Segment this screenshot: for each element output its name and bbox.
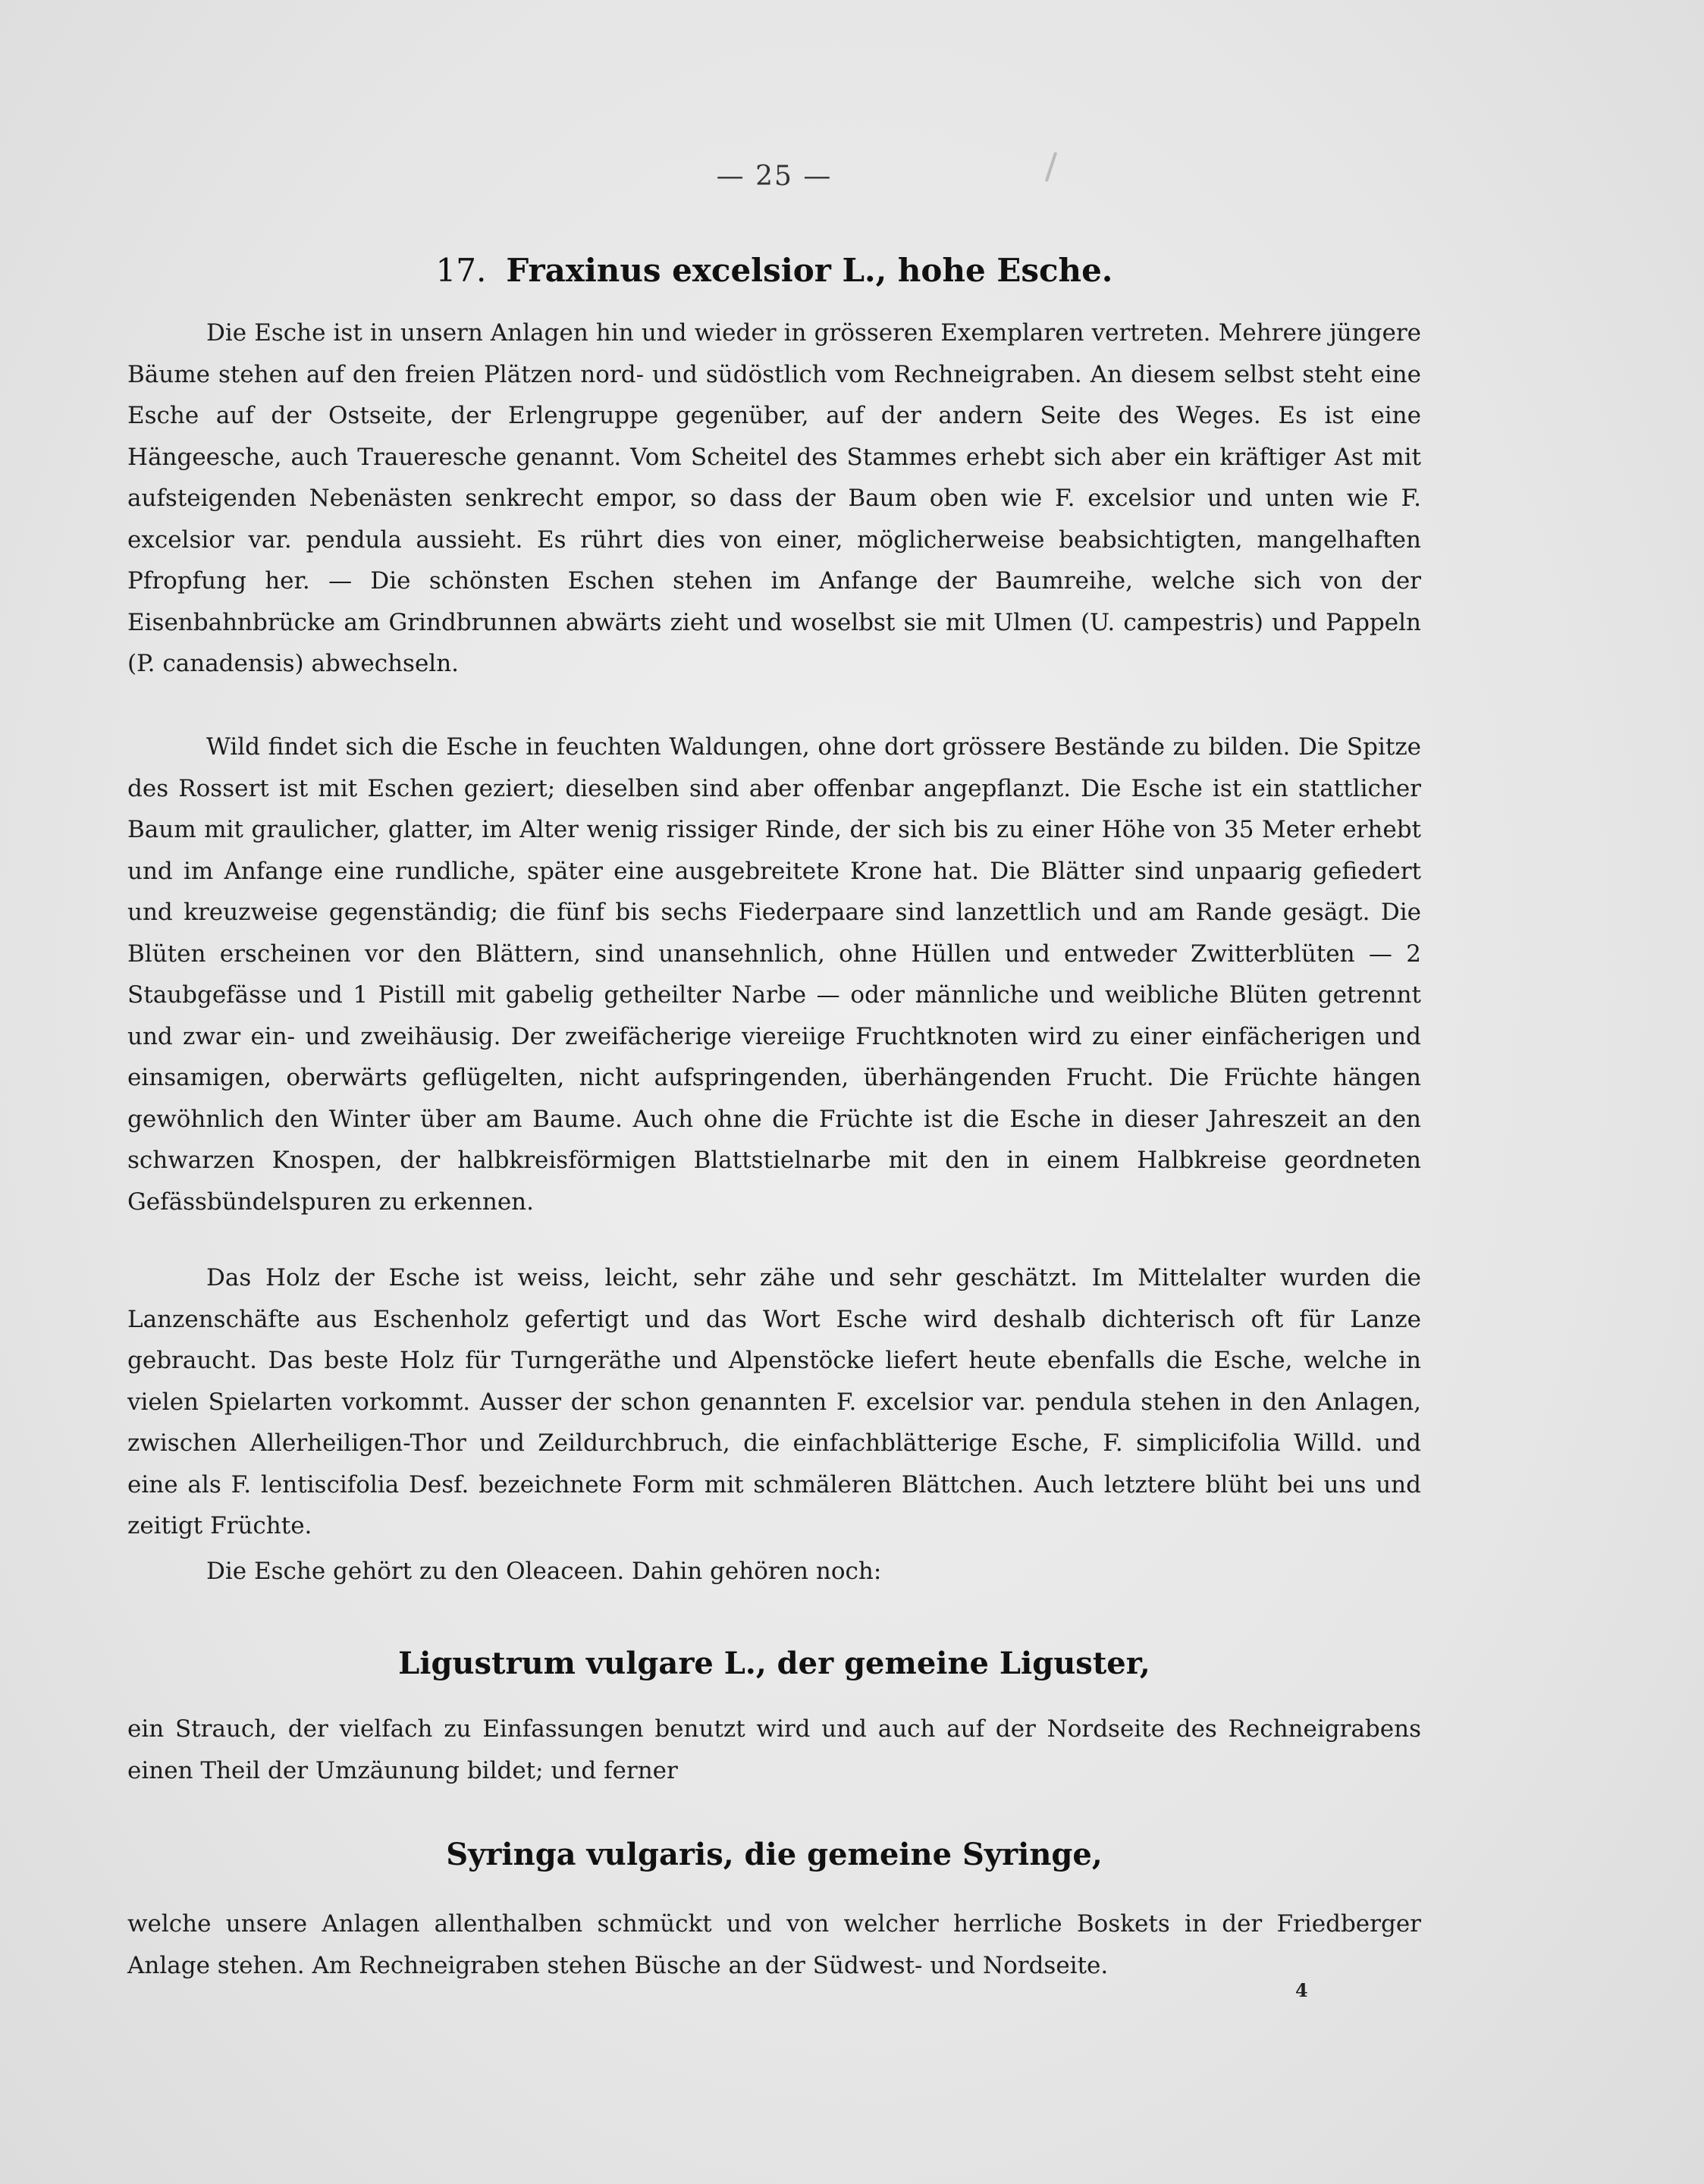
section-title: Fraxinus excelsior L., hohe Esche. xyxy=(506,252,1113,289)
heading-ligustrum: Ligustrum vulgare L., der gemeine Liguster, xyxy=(398,1646,1150,1681)
paragraph-3: Das Holz der Esche ist weiss, leicht, sehr zähe und sehr geschätzt. Im Mittelalter wurden die Lanzenschäfte aus Eschenholz gefertigt und das Wort Esche wird deshalb dichterisch oft für Lanze gebraucht. Das beste Holz für Turngeräthe und Alpenstöcke liefert heute ebenfalls die Esche, welche in vielen Spielarten vorkommt. Ausser der schon genannten F. excelsior var. pendula stehen in den Anlagen, zwischen Allerheiligen-Thor und Zeildurchbruch, die einfachblätterige Esche, F. simplicifolia Willd. und eine als F. lentiscifolia Desf. bezeichnete Form mit schmäleren Blättchen. Auch letztere blüht bei uns und zeitigt Früchte. xyxy=(127,1264,1421,1539)
heading-syringa: Syringa vulgaris, die gemeine Syringe, xyxy=(446,1837,1103,1872)
section-number: 17. xyxy=(435,252,487,289)
section-heading-fraxinus xyxy=(127,252,1421,289)
paragraph-1: Die Esche ist in unsern Anlagen hin und wieder in grösseren Exemplaren vertreten. Mehrere jüngere Bäume stehen auf den freien Plätzen nord- und südöstlich vom Rechneigraben. An diesem selbst steht eine Esche auf der Ostseite, der Erlengruppe gegenüber, auf der andern Seite des Weges. Es ist eine Hängeesche, auch Traueresche genannt. Vom Scheitel des Stammes erhebt sich aber ein kräftiger Ast mit aufsteigenden Nebenästen senkrecht empor, so dass der Baum oben wie F. excelsior und unten wie F. excelsior var. pendula aussieht. Es rührt dies von einer, möglicherweise beabsichtigten, mangelhaften Pfropfung her. — Die schönsten Eschen stehen im Anfange der Baumreihe, welche sich von der Eisenbahnbrücke am Grindbrunnen abwärts zieht und woselbst sie mit Ulmen (U. campestris) und Pappeln (P. canadensis) abwechseln. xyxy=(127,319,1421,677)
paragraph-2: Wild findet sich die Esche in feuchten Waldungen, ohne dort grössere Bestände zu bilden. Die Spitze des Rossert ist mit Eschen geziert; dieselben sind aber offenbar angepflanzt. Die Esche ist ein stattlicher Baum mit graulicher, glatter, im Alter wenig rissiger Rinde, der sich bis zu einer Höhe von 35 Meter erhebt und im Anfange eine rundliche, später eine ausgebreitete Krone hat. Die Blätter sind unpaarig gefiedert und kreuzweise gegenständig; die fünf bis sechs Fiederpaare sind lanzettlich und am Rande gesägt. Die Blüten erscheinen vor den Blättern, sind unansehnlich, ohne Hüllen und entweder Zwitterblüten — 2 Staubgefässe und 1 Pistill mit gabelig getheilter Narbe — oder männliche und weibliche Blüten getrennt und zwar ein- und zweihäusig. Der zweifächerige viereiige Fruchtknoten wird zu einer einfächerigen und einsamigen, oberwärts geflügelten, nicht aufspringenden, überhängenden Frucht. Die Früchte hängen gewöhnlich den Winter über am Baume. Auch ohne die Früchte ist die Esche in dieser Jahreszeit an den schwarzen Knospen, der halbkreisförmigen Blattstielnarbe mit den in einem Halbkreise geordneten Gefässbündelspuren zu erkennen. xyxy=(127,733,1421,1216)
document-page xyxy=(127,0,1421,2184)
paragraph-4: Die Esche gehört zu den Oleaceen. Dahin gehören noch: xyxy=(206,1558,882,1585)
paragraph-ligustrum: ein Strauch, der vielfach zu Einfassungen benutzt wird und auch auf der Nordseite des Rechneigrabens einen Theil der Umzäunung bildet; und ferner xyxy=(127,1715,1421,1784)
signature-mark: 4 xyxy=(1295,1979,1308,2001)
paragraph-syringa: welche unsere Anlagen allenthalben schmückt und von welcher herrliche Boskets in der Friedberger Anlage stehen. Am Rechneigraben stehen Büsche an der Südwest- und Nordseite. xyxy=(127,1910,1421,1979)
page-number: — 25 — xyxy=(716,161,833,192)
